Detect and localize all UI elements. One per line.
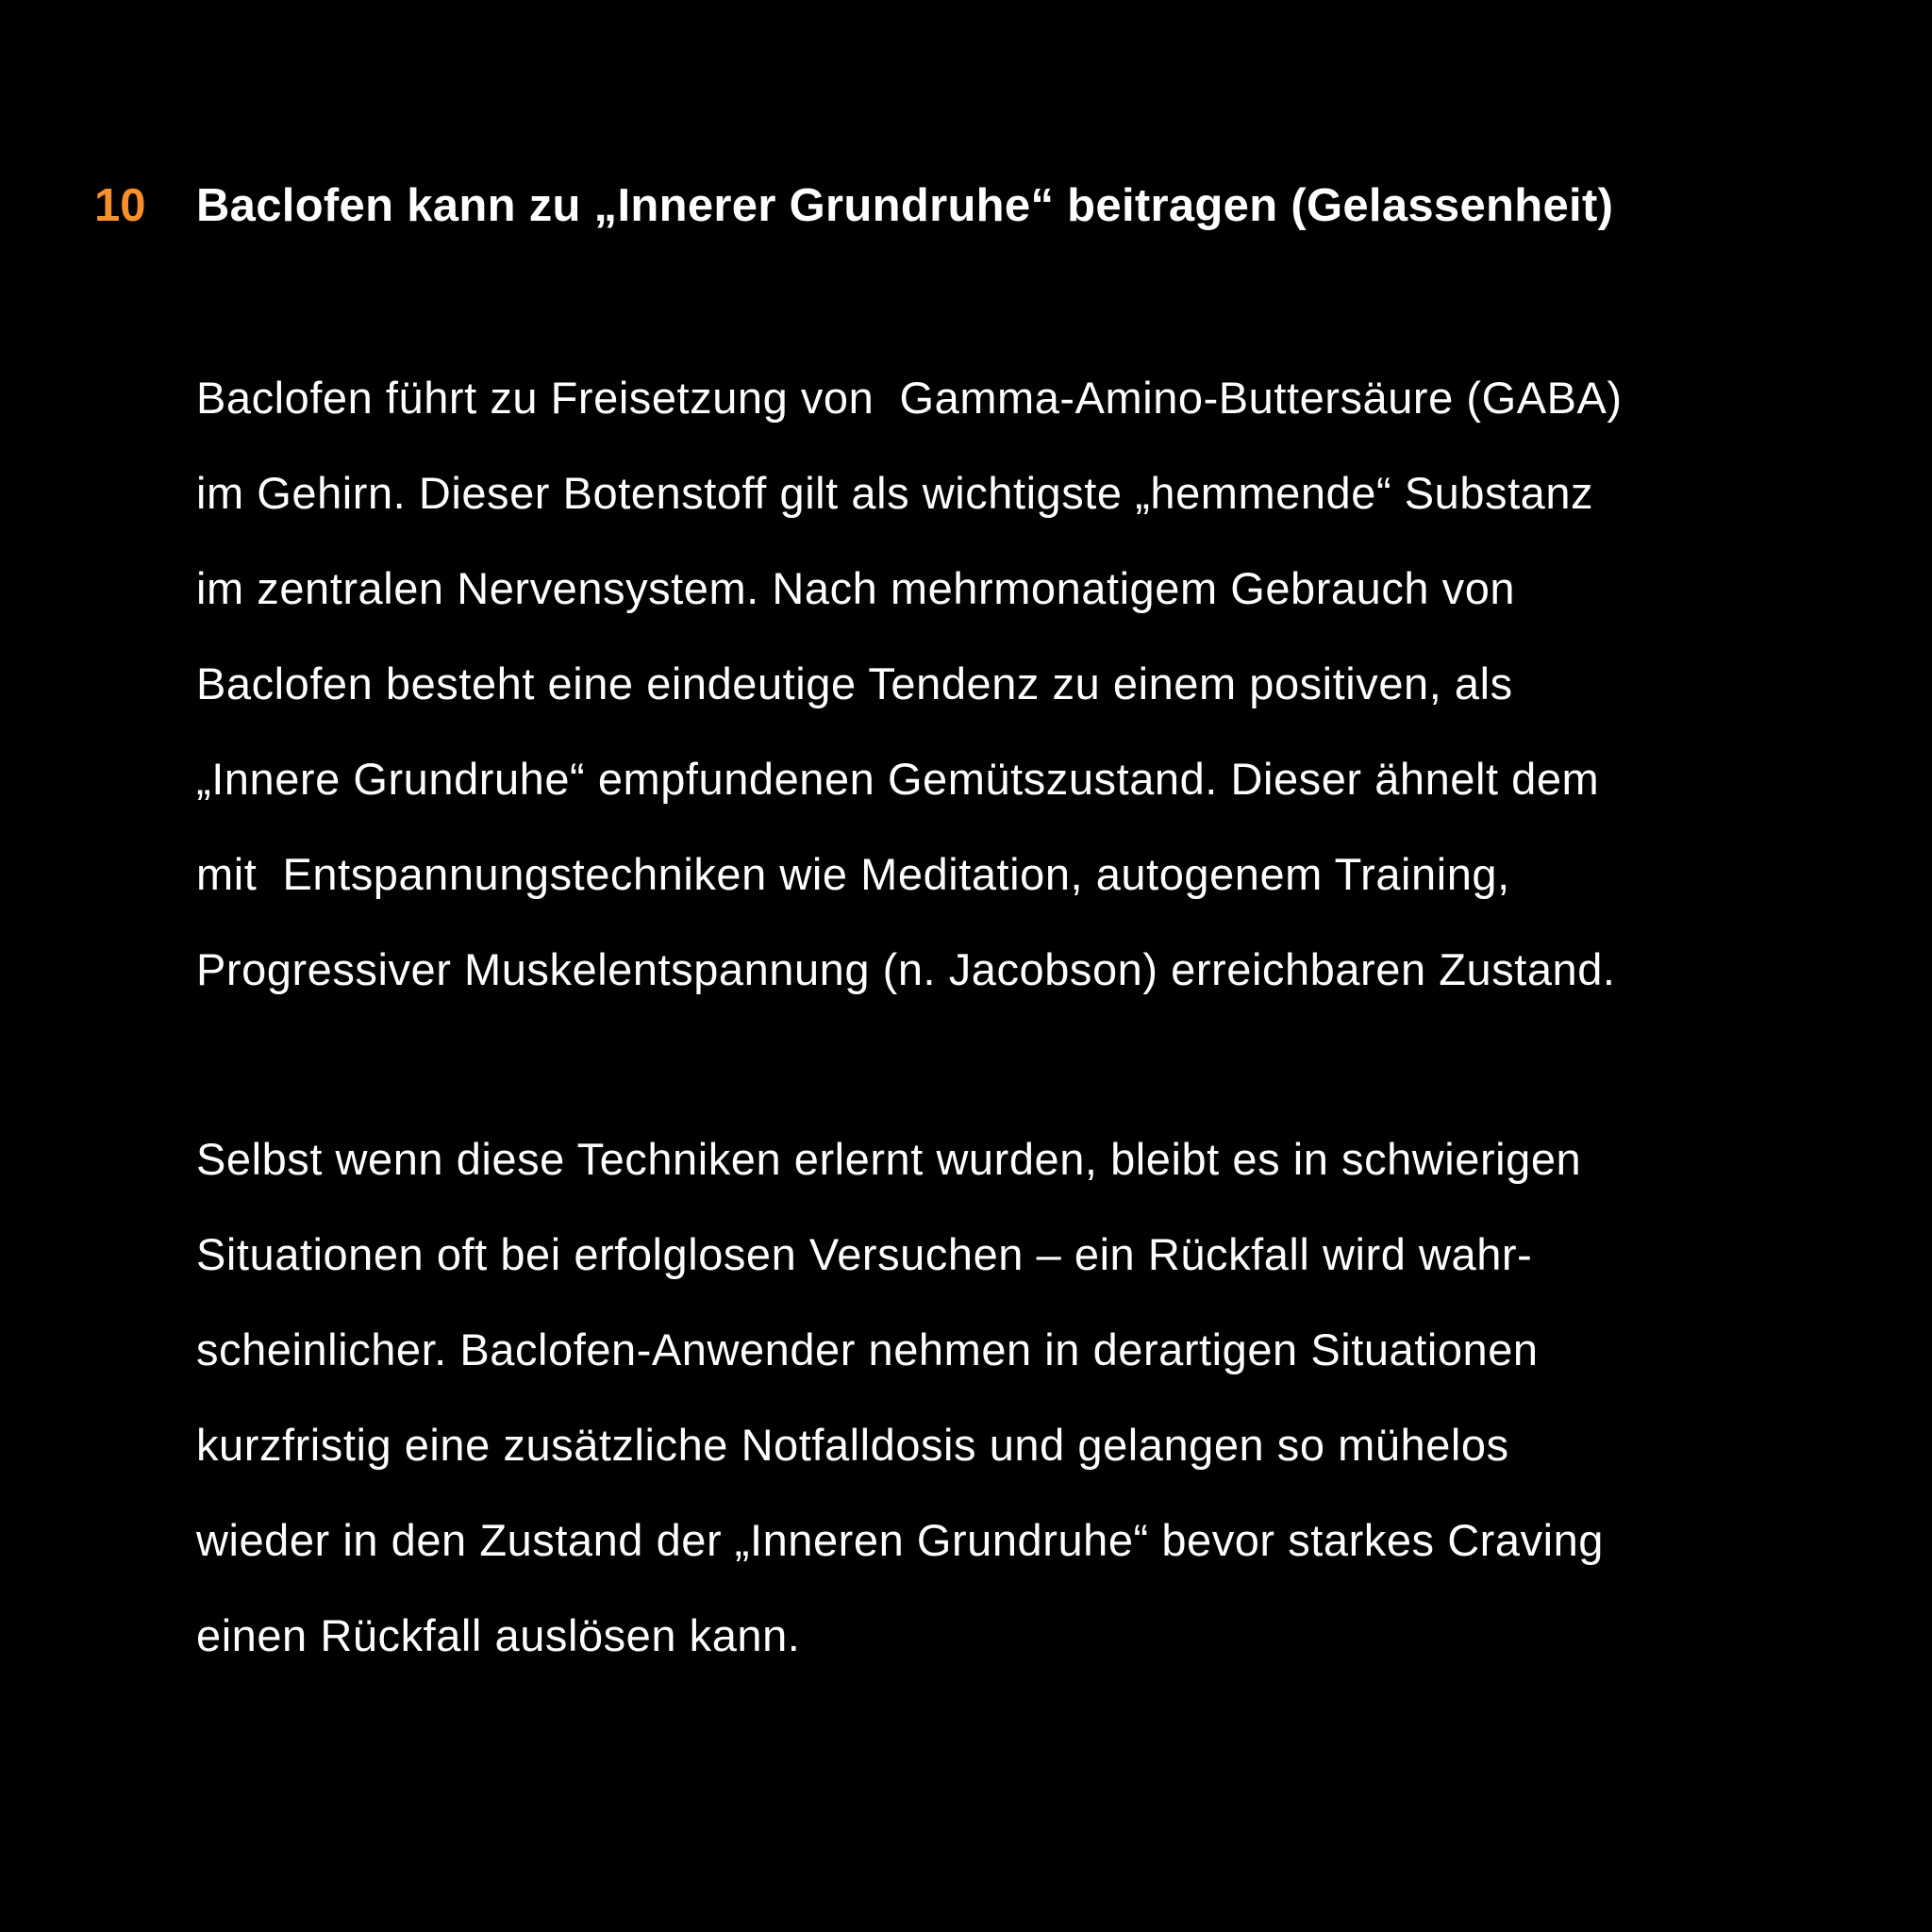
- paragraph-line: Baclofen führt zu Freisetzung von Gamma-Amino-Buttersäure (GABA): [196, 373, 1623, 423]
- paragraph-line: mit Entspannungstechniken wie Meditation, autogenem Training,: [196, 849, 1510, 899]
- paragraph-line: „Innere Grundruhe“ empfundenen Gemütszustand. Dieser ähnelt dem: [196, 754, 1600, 804]
- paragraph-line: einen Rückfall auslösen kann.: [196, 1610, 801, 1660]
- paragraph-line: Selbst wenn diese Techniken erlernt wurden, bleibt es in schwierigen: [196, 1134, 1582, 1184]
- section-heading: [0, 175, 1932, 241]
- paragraph-gaba-effect: [196, 350, 1894, 1017]
- paragraph-line: wieder in den Zustand der „Inneren Grundruhe“ bevor starkes Craving: [196, 1515, 1604, 1565]
- paragraph-line: Baclofen besteht eine eindeutige Tendenz zu einem positiven, als: [196, 658, 1513, 708]
- paragraph-line: im Gehirn. Dieser Botenstoff gilt als wichtigste „hemmende“ Substanz: [196, 468, 1594, 518]
- paragraph-line: im zentralen Nervensystem. Nach mehrmonatigem Gebrauch von: [196, 563, 1516, 613]
- section-number: 10: [94, 180, 146, 231]
- paragraph-line: Situationen oft bei erfolglosen Versuchen – ein Rückfall wird wahr-: [196, 1229, 1533, 1279]
- paragraph-emergency-dose: [196, 1111, 1894, 1683]
- paragraph-line: Progressiver Muskelentspannung (n. Jacobson) erreichbaren Zustand.: [196, 944, 1616, 994]
- paragraph-line: scheinlicher. Baclofen-Anwender nehmen in derartigen Situationen: [196, 1324, 1539, 1374]
- paragraph-line: kurzfristig eine zusätzliche Notfalldosis und gelangen so mühelos: [196, 1420, 1509, 1470]
- section-title: Baclofen kann zu „Innerer Grundruhe“ beitragen (Gelassenheit): [196, 180, 1614, 231]
